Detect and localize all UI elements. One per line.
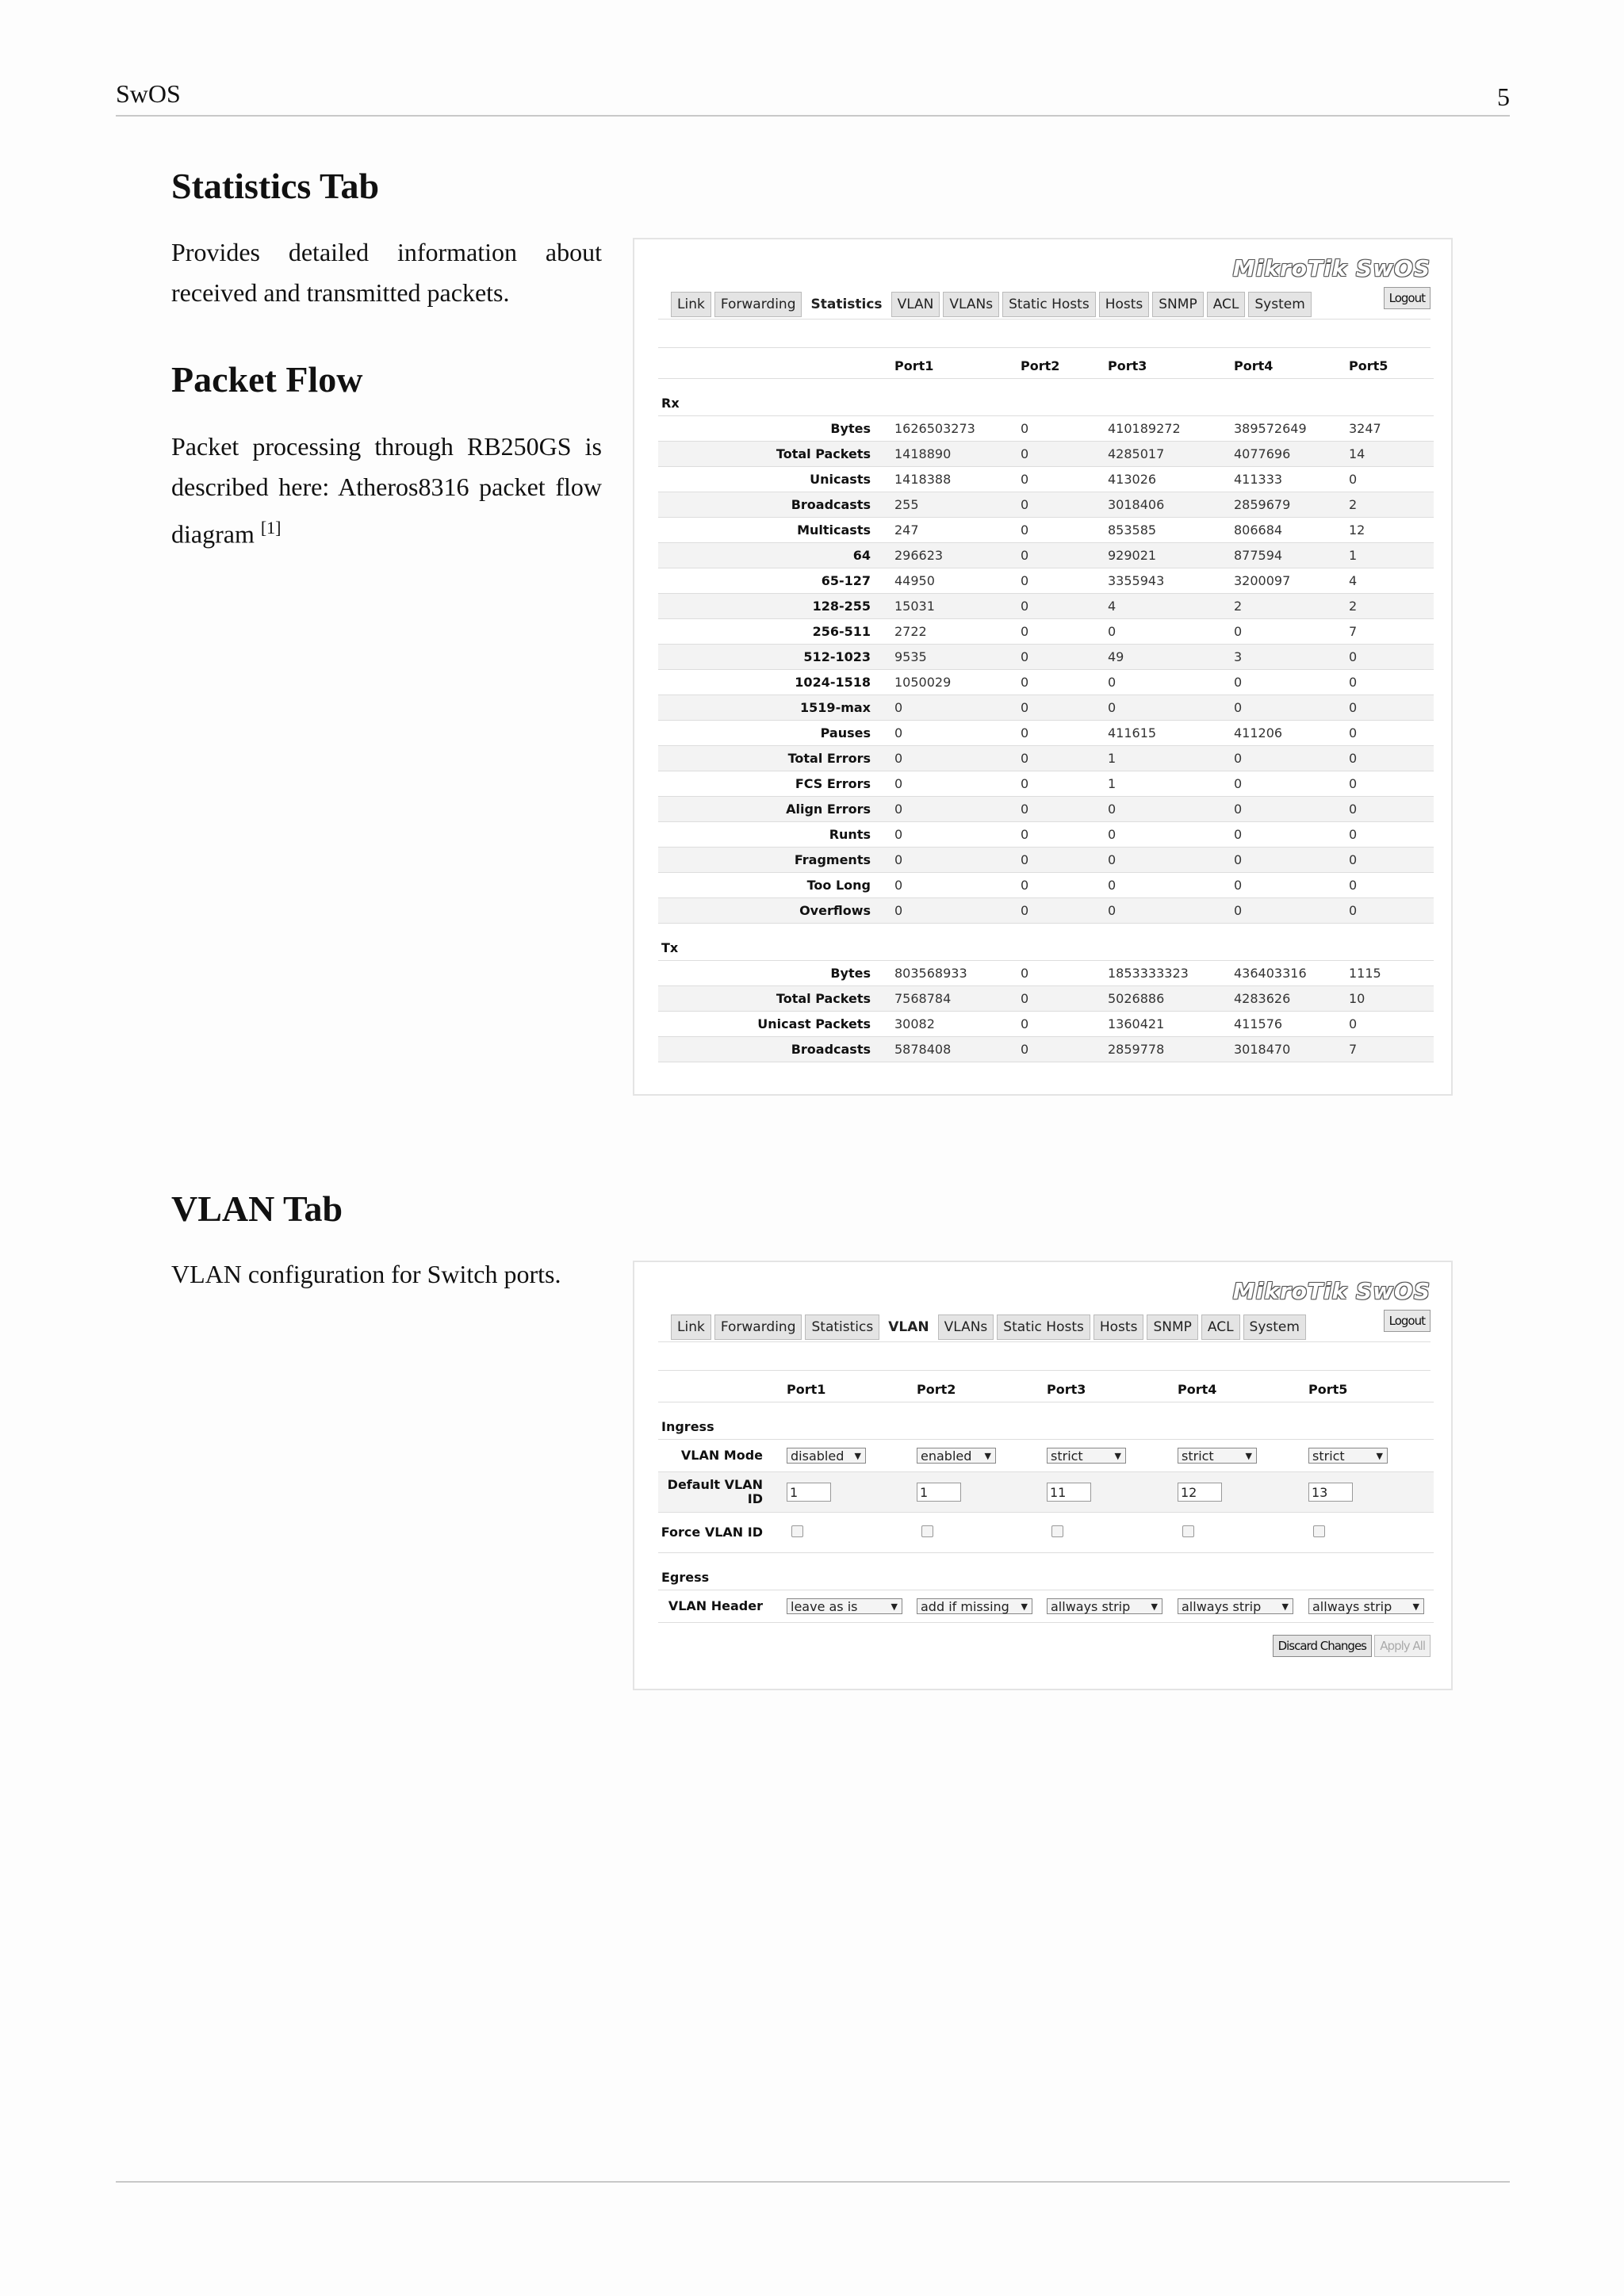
vlan-mode-cell [1178,1440,1308,1472]
table-row [658,467,1434,492]
vlan-tab-heading: VLAN Tab [171,1188,343,1229]
cell-value: 0 [1234,619,1349,645]
table-row [658,568,1434,594]
cell-value: 0 [1021,568,1108,594]
default-vlan-input[interactable]: 1 [917,1483,961,1502]
tab-divider [658,319,1431,320]
cell-value: 0 [1234,746,1349,771]
tab-static-hosts[interactable]: Static Hosts [997,1314,1090,1340]
cell-value: 0 [1021,695,1108,721]
port-header: Port2 [917,1376,1047,1402]
row-label: Overflows [658,898,894,924]
cell-value: 0 [1021,848,1108,873]
row-label: Too Long [658,873,894,898]
cell-value: 0 [1021,1037,1108,1062]
cell-value: 1360421 [1108,1012,1234,1037]
row-label: Fragments [658,848,894,873]
cell-value: 49 [1108,645,1234,670]
tab-system[interactable]: System [1243,1314,1306,1340]
cell-value: 389572649 [1234,416,1349,442]
tab-static-hosts[interactable]: Static Hosts [1002,292,1096,317]
table-row [658,1037,1434,1062]
force-vlan-cell [1308,1513,1434,1553]
cell-value: 1 [1108,746,1234,771]
section-row [658,1402,1434,1440]
cell-value: 1 [1108,771,1234,797]
cell-value: 0 [1021,619,1108,645]
cell-value: 0 [1021,771,1108,797]
statistics-tab-description: Provides detailed information about received and transmitted packets. [171,238,602,307]
cell-value: 4283626 [1234,986,1349,1012]
cell-value: 0 [1021,746,1108,771]
footer-rule [116,2181,1510,2183]
mikrotik-logo: MikroTik SwOS [1232,1278,1431,1304]
table-row [658,619,1434,645]
statistics-table [658,354,1434,1062]
force-vlan-checkbox[interactable] [1313,1525,1325,1537]
cell-value: 0 [894,873,1021,898]
table-row [658,721,1434,746]
default-vlan-cell [1178,1472,1308,1513]
force-vlan-checkbox[interactable] [921,1525,933,1537]
force-vlan-cell [1047,1513,1178,1553]
cell-value: 0 [894,822,1021,848]
cell-value: 0 [1234,898,1349,924]
tab-acl[interactable]: ACL [1207,292,1246,317]
cell-value: 0 [1021,594,1108,619]
cell-value: 0 [894,771,1021,797]
cell-value: 4 [1108,594,1234,619]
section-label: Tx [658,924,1434,961]
cell-value: 0 [1021,721,1108,746]
vlan-table [658,1376,1434,1623]
row-label: Force VLAN ID [658,1513,787,1553]
vlan-mode-row [658,1440,1434,1472]
cell-value: 3355943 [1108,568,1234,594]
cell-value: 0 [1021,492,1108,518]
cell-value: 0 [1234,670,1349,695]
cell-value: 0 [1021,898,1108,924]
vlan-screenshot [633,1261,1453,1690]
packet-flow-text: Packet processing through RB250GS is described here: Atheros8316 packet flow diagram [171,432,602,549]
row-label: Bytes [658,961,894,986]
tab-divider [658,1370,1431,1371]
port-header: Port1 [894,354,1021,379]
row-label: 65-127 [658,568,894,594]
page-number: 5 [1497,82,1510,111]
table-row [658,898,1434,924]
cell-value: 1418388 [894,467,1021,492]
cell-value: 0 [894,695,1021,721]
statistics-screenshot [633,238,1453,1096]
vlan-mode-cell [1047,1440,1178,1472]
vlan-header-select[interactable]: add if missing ▼ [917,1598,1032,1614]
cell-value: 1 [1349,543,1434,568]
row-label: Total Packets [658,442,894,467]
port-header: Port4 [1234,354,1349,379]
default-vlan-cell [917,1472,1047,1513]
cell-value: 0 [1349,721,1434,746]
cell-value: 0 [1349,1012,1434,1037]
cell-value: 0 [1349,746,1434,771]
cell-value: 0 [894,797,1021,822]
cell-value: 5878408 [894,1037,1021,1062]
row-label: Pauses [658,721,894,746]
tab-statistics[interactable]: Statistics [805,1314,879,1340]
cell-value: 413026 [1108,467,1234,492]
apply-all-button[interactable]: Apply All [1374,1635,1431,1657]
tab-forwarding[interactable]: Forwarding [714,1314,802,1340]
tab-bar [671,292,1312,317]
row-label: 256-511 [658,619,894,645]
row-label: Broadcasts [658,1037,894,1062]
vlan-mode-select[interactable]: strict ▼ [1308,1448,1388,1464]
row-label: Total Packets [658,986,894,1012]
cell-value: 0 [1349,670,1434,695]
cell-value: 255 [894,492,1021,518]
port-header: Port5 [1349,354,1434,379]
row-label: VLAN Header [658,1590,787,1623]
table-row [658,492,1434,518]
cell-value: 44950 [894,568,1021,594]
table-row [658,822,1434,848]
default-vlan-input[interactable]: 13 [1308,1483,1353,1502]
cell-value: 0 [894,721,1021,746]
cell-value: 0 [1108,670,1234,695]
cell-value: 1050029 [894,670,1021,695]
cell-value: 4285017 [1108,442,1234,467]
cell-value: 0 [1349,898,1434,924]
cell-value: 0 [1108,619,1234,645]
cell-value: 411333 [1234,467,1349,492]
discard-changes-button[interactable]: Discard Changes [1273,1635,1372,1657]
force-vlan-checkbox[interactable] [1051,1525,1063,1537]
cell-value: 410189272 [1108,416,1234,442]
cell-value: 30082 [894,1012,1021,1037]
table-row [658,1012,1434,1037]
table-row [658,695,1434,721]
vlan-mode-select[interactable]: enabled ▼ [917,1448,996,1464]
port-header: Port2 [1021,354,1108,379]
cell-value: 0 [1234,695,1349,721]
vlan-header-select[interactable]: allways strip ▼ [1178,1598,1293,1614]
force-vlan-cell [917,1513,1047,1553]
reference-link[interactable]: [1] [260,518,282,538]
table-row [658,416,1434,442]
tab-vlan[interactable]: VLAN [891,292,940,317]
vlan-header-select[interactable]: leave as is ▼ [787,1598,902,1614]
cell-value: 0 [1021,543,1108,568]
force-vlan-cell [1178,1513,1308,1553]
row-label: 512-1023 [658,645,894,670]
cell-value: 2 [1349,492,1434,518]
section-row [658,1553,1434,1590]
cell-value: 12 [1349,518,1434,543]
cell-value: 2 [1349,594,1434,619]
vlan-header-select[interactable]: allways strip ▼ [1308,1598,1424,1614]
row-label: Unicasts [658,467,894,492]
vlan-header-cell [787,1590,917,1623]
row-label: Unicast Packets [658,1012,894,1037]
cell-value: 7 [1349,1037,1434,1062]
row-label: Default VLAN ID [658,1472,787,1513]
port-header: Port3 [1047,1376,1178,1402]
force-vlan-row [658,1513,1434,1553]
cell-value: 0 [1021,442,1108,467]
vlan-mode-select[interactable]: disabled ▼ [787,1448,866,1464]
port-header: Port3 [1108,354,1234,379]
force-vlan-checkbox[interactable] [1182,1525,1194,1537]
cell-value: 877594 [1234,543,1349,568]
cell-value: 2859778 [1108,1037,1234,1062]
table-row [658,848,1434,873]
default-vlan-cell [1047,1472,1178,1513]
tab-vlans[interactable]: VLANs [938,1314,994,1340]
mikrotik-logo: MikroTik SwOS [1232,255,1431,281]
tab-vlans[interactable]: VLANs [943,292,999,317]
table-row [658,797,1434,822]
row-label: Multicasts [658,518,894,543]
cell-value: 0 [1108,848,1234,873]
vlan-mode-select[interactable]: strict ▼ [1178,1448,1257,1464]
cell-value: 0 [894,746,1021,771]
tab-forwarding[interactable]: Forwarding [714,292,802,317]
cell-value: 0 [1349,695,1434,721]
table-row [658,442,1434,467]
cell-value: 0 [1349,771,1434,797]
cell-value: 411615 [1108,721,1234,746]
cell-value: 0 [1108,695,1234,721]
table-row [658,873,1434,898]
cell-value: 0 [1021,416,1108,442]
cell-value: 3018470 [1234,1037,1349,1062]
logout-button[interactable]: Logout [1384,1310,1431,1332]
row-label: 1519-max [658,695,894,721]
cell-value: 3247 [1349,416,1434,442]
default-vlan-input[interactable]: 1 [787,1483,831,1502]
vlan-header-row [658,1590,1434,1623]
cell-value: 3 [1234,645,1349,670]
row-label: 128-255 [658,594,894,619]
tab-divider [658,1341,1431,1342]
cell-value: 15031 [894,594,1021,619]
cell-value: 0 [1234,797,1349,822]
header-spacer [658,1376,787,1402]
logout-button[interactable]: Logout [1384,287,1431,309]
vlan-header-cell [917,1590,1047,1623]
cell-value: 0 [1021,670,1108,695]
section-row [658,379,1434,416]
cell-value: 0 [1349,797,1434,822]
force-vlan-checkbox[interactable] [791,1525,803,1537]
cell-value: 0 [1021,873,1108,898]
cell-value: 853585 [1108,518,1234,543]
tab-hosts[interactable]: Hosts [1094,1314,1144,1340]
tab-statistics[interactable]: Statistics [805,290,887,317]
cell-value: 0 [1234,873,1349,898]
vlan-header-cell [1047,1590,1178,1623]
table-header-row [658,354,1434,379]
cell-value: 2859679 [1234,492,1349,518]
running-header-title: SwOS [116,79,181,108]
vlan-header-select[interactable]: allways strip ▼ [1047,1598,1162,1614]
row-label: Total Errors [658,746,894,771]
cell-value: 0 [894,898,1021,924]
table-row [658,518,1434,543]
table-row [658,670,1434,695]
cell-value: 0 [1349,467,1434,492]
cell-value: 7568784 [894,986,1021,1012]
cell-value: 0 [1234,771,1349,797]
cell-value: 0 [894,848,1021,873]
cell-value: 803568933 [894,961,1021,986]
table-row [658,771,1434,797]
cell-value: 0 [1021,467,1108,492]
statistics-tab-heading: Statistics Tab [171,166,380,206]
tab-vlan[interactable]: VLAN [883,1313,934,1340]
row-label: Align Errors [658,797,894,822]
cell-value: 1853333323 [1108,961,1234,986]
cell-value: 929021 [1108,543,1234,568]
vlan-mode-select[interactable]: strict ▼ [1047,1448,1126,1464]
table-row [658,746,1434,771]
default-vlan-row [658,1472,1434,1513]
cell-value: 0 [1021,1012,1108,1037]
default-vlan-cell [1308,1472,1434,1513]
tab-acl[interactable]: ACL [1201,1314,1240,1340]
tab-bar [671,1314,1306,1340]
default-vlan-input[interactable]: 12 [1178,1483,1222,1502]
cell-value: 1115 [1349,961,1434,986]
packet-flow-heading: Packet Flow [171,359,363,400]
tab-system[interactable]: System [1248,292,1311,317]
force-vlan-cell [787,1513,917,1553]
cell-value: 2722 [894,619,1021,645]
tab-divider [658,347,1431,348]
header-spacer [658,354,894,379]
section-label: Ingress [658,1402,1434,1440]
cell-value: 0 [1021,822,1108,848]
table-row [658,645,1434,670]
cell-value: 411576 [1234,1012,1349,1037]
vlan-header-cell [1308,1590,1434,1623]
vlan-mode-cell [917,1440,1047,1472]
header-rule [116,115,1510,117]
default-vlan-cell [787,1472,917,1513]
cell-value: 0 [1108,797,1234,822]
row-label: 64 [658,543,894,568]
port-header: Port5 [1308,1376,1434,1402]
cell-value: 806684 [1234,518,1349,543]
cell-value: 7 [1349,619,1434,645]
row-label: FCS Errors [658,771,894,797]
table-row [658,543,1434,568]
cell-value: 0 [1234,822,1349,848]
port-header: Port1 [787,1376,917,1402]
packet-flow-description [171,427,602,555]
cell-value: 0 [1234,848,1349,873]
vlan-header-cell [1178,1590,1308,1623]
section-row [658,924,1434,961]
vlan-mode-cell [1308,1440,1434,1472]
row-label: Bytes [658,416,894,442]
cell-value: 0 [1021,797,1108,822]
cell-value: 4 [1349,568,1434,594]
cell-value: 436403316 [1234,961,1349,986]
tab-hosts[interactable]: Hosts [1099,292,1150,317]
cell-value: 0 [1349,822,1434,848]
cell-value: 247 [894,518,1021,543]
cell-value: 0 [1021,518,1108,543]
tab-link[interactable]: Link [671,1314,711,1340]
table-row [658,961,1434,986]
vlan-tab-description: VLAN configuration for Switch ports. [171,1260,561,1288]
cell-value: 0 [1349,645,1434,670]
cell-value: 0 [1021,645,1108,670]
cell-value: 0 [1349,873,1434,898]
cell-value: 3200097 [1234,568,1349,594]
table-row [658,594,1434,619]
tab-link[interactable]: Link [671,292,711,317]
row-label: Runts [658,822,894,848]
tab-snmp[interactable]: SNMP [1152,292,1203,317]
cell-value: 0 [1108,873,1234,898]
tab-snmp[interactable]: SNMP [1147,1314,1197,1340]
cell-value: 10 [1349,986,1434,1012]
cell-value: 0 [1021,986,1108,1012]
cell-value: 1626503273 [894,416,1021,442]
row-label: 1024-1518 [658,670,894,695]
section-label: Egress [658,1553,1434,1590]
cell-value: 1418890 [894,442,1021,467]
cell-value: 0 [1021,961,1108,986]
port-header: Port4 [1178,1376,1308,1402]
table-row [658,986,1434,1012]
cell-value: 2 [1234,594,1349,619]
row-label: VLAN Mode [658,1440,787,1472]
cell-value: 9535 [894,645,1021,670]
row-label: Broadcasts [658,492,894,518]
default-vlan-input[interactable]: 11 [1047,1483,1091,1502]
vlan-mode-cell [787,1440,917,1472]
table-header-row [658,1376,1434,1402]
cell-value: 411206 [1234,721,1349,746]
cell-value: 4077696 [1234,442,1349,467]
cell-value: 14 [1349,442,1434,467]
cell-value: 296623 [894,543,1021,568]
cell-value: 0 [1349,848,1434,873]
section-label: Rx [658,379,1434,416]
cell-value: 3018406 [1108,492,1234,518]
cell-value: 0 [1108,898,1234,924]
cell-value: 0 [1108,822,1234,848]
cell-value: 5026886 [1108,986,1234,1012]
